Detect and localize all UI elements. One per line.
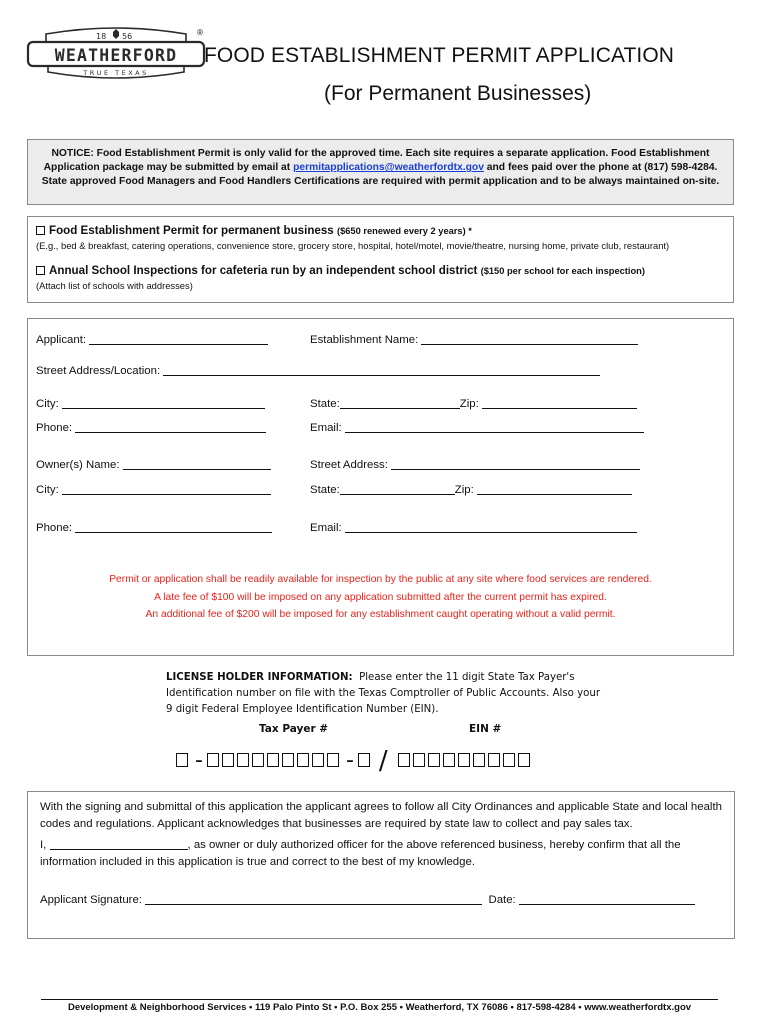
permit-option-permanent bbox=[36, 224, 725, 237]
owner-name-label: Owner(s) Name: bbox=[36, 459, 120, 471]
footer-rule bbox=[41, 999, 718, 1000]
ein-digit-box[interactable] bbox=[518, 753, 530, 767]
license-holder-info bbox=[166, 670, 606, 718]
permit-email-link[interactable]: permitapplications@weatherfordtx.gov bbox=[293, 162, 484, 174]
tax-separator: - bbox=[345, 748, 354, 773]
owner-phone-label: Phone: bbox=[36, 522, 73, 534]
owner-street-input[interactable] bbox=[391, 458, 640, 470]
phone-label: Phone: bbox=[36, 422, 73, 434]
tax-separator: - bbox=[195, 748, 203, 773]
agreement-box bbox=[27, 791, 735, 939]
owner-city-input[interactable] bbox=[62, 483, 271, 495]
state-input[interactable] bbox=[340, 397, 460, 409]
email-field bbox=[310, 421, 644, 435]
street-location-label: Street Address/Location: bbox=[36, 365, 161, 377]
school-inspection-note: (Attach list of schools with addresses) bbox=[36, 280, 193, 291]
logo-year-right: 56 bbox=[122, 32, 133, 41]
signature-row bbox=[40, 892, 734, 909]
tax-digit-box[interactable] bbox=[282, 753, 294, 767]
street-location-input[interactable] bbox=[163, 364, 600, 376]
owner-city-label: City: bbox=[36, 484, 59, 496]
owner-name-field bbox=[36, 458, 271, 472]
signature-input[interactable] bbox=[145, 893, 482, 905]
owner-phone-field bbox=[36, 521, 272, 535]
ein-label: EIN # bbox=[469, 723, 502, 735]
owner-state-input[interactable] bbox=[340, 483, 455, 495]
signature-label: Applicant Signature: bbox=[40, 894, 142, 906]
i-label: I, bbox=[40, 839, 47, 851]
tax-digit-box[interactable] bbox=[237, 753, 249, 767]
owner-street-label: Street Address: bbox=[310, 459, 388, 471]
owner-email-input[interactable] bbox=[345, 521, 637, 533]
email-label: Email: bbox=[310, 422, 342, 434]
city-input[interactable] bbox=[62, 397, 265, 409]
footer-address: Development & Neighborhood Services • 119 Palo Pinto St • P.O. Box 255 • Weatherford, TX 76086 • 817-598-4284 • www.weatherfordtx.gov bbox=[67, 1002, 692, 1013]
zip-input[interactable] bbox=[482, 397, 637, 409]
warning-line: An additional fee of $200 will be imposed for any establishment caught operating without a valid permit. bbox=[145, 609, 616, 620]
permanent-business-fee: ($650 renewed every 2 years) * bbox=[336, 226, 472, 236]
warning-line: Permit or application shall be readily available for inspection by the public at any site where food services are rendered. bbox=[109, 574, 652, 585]
phone-input[interactable] bbox=[75, 421, 266, 433]
permit-option-school bbox=[36, 264, 725, 277]
tax-digit-box[interactable] bbox=[252, 753, 264, 767]
applicant-input[interactable] bbox=[89, 333, 268, 345]
state-label: State: bbox=[310, 398, 340, 410]
city-field bbox=[36, 397, 265, 411]
owner-name-input[interactable] bbox=[123, 458, 271, 470]
street-location-field bbox=[36, 364, 600, 378]
owner-zip-label: Zip: bbox=[454, 484, 474, 496]
tax-payer-label: Tax Payer # bbox=[259, 723, 329, 735]
owner-email-field bbox=[310, 521, 637, 535]
owner-state-zip-field bbox=[310, 483, 632, 497]
owner-email-label: Email: bbox=[310, 522, 342, 534]
owner-city-field bbox=[36, 483, 271, 497]
owner-officer-name-input[interactable] bbox=[50, 838, 188, 850]
date-input[interactable] bbox=[519, 893, 695, 905]
phone-field bbox=[36, 421, 266, 435]
logo-tagline: TRUE TEXAS bbox=[83, 69, 149, 77]
tax-digit-box[interactable] bbox=[207, 753, 219, 767]
registered-mark: ® bbox=[196, 28, 204, 37]
tax-digit-box[interactable] bbox=[267, 753, 279, 767]
ein-digit-box[interactable] bbox=[488, 753, 500, 767]
permanent-business-label: Food Establishment Permit for permanent business bbox=[49, 224, 334, 237]
owner-state-label: State: bbox=[310, 484, 340, 496]
notice-text-start: NOTICE: Food Establishment Permit is only valid for the approved time. Each site requires a separate application. Food Establishment Application package may be submitted by email at bbox=[43, 148, 710, 174]
license-heading: LICENSE HOLDER INFORMATION: bbox=[166, 672, 353, 683]
page-title: FOOD ESTABLISHMENT PERMIT APPLICATION bbox=[204, 44, 675, 67]
ein-digit-box[interactable] bbox=[458, 753, 470, 767]
license-instructions: Please enter the 11 digit State Tax Payer's Identification number on file with the Texas Comptroller of Public Accounts. Also your 9 digit Federal Employee Identification Number (EIN). bbox=[166, 672, 601, 715]
ein-digit-box[interactable] bbox=[428, 753, 440, 767]
logo-name: WEATHERFORD bbox=[54, 46, 178, 65]
school-inspection-fee: ($150 per school for each inspection) bbox=[480, 266, 645, 276]
city-label: City: bbox=[36, 398, 59, 410]
state-zip-field bbox=[310, 397, 637, 411]
tax-digit-box[interactable] bbox=[297, 753, 309, 767]
logo-year-left: 18 bbox=[96, 32, 107, 41]
tax-digit-box[interactable] bbox=[327, 753, 339, 767]
owner-zip-input[interactable] bbox=[477, 483, 632, 495]
applicant-label: Applicant: bbox=[36, 334, 87, 346]
date-label: Date: bbox=[488, 894, 516, 906]
tax-digit-box[interactable] bbox=[358, 753, 370, 767]
email-input[interactable] bbox=[345, 421, 644, 433]
logo-badge bbox=[26, 26, 206, 86]
fee-warnings bbox=[28, 571, 733, 624]
establishment-name-field bbox=[310, 333, 638, 347]
ein-digit-box[interactable] bbox=[473, 753, 485, 767]
notice-text-end: and fees paid over the phone at (817) 598-4284. State approved Food Managers and Food Handlers Certifications are required with permit application and to be always maintained on-site. bbox=[41, 162, 720, 188]
owner-street-field bbox=[310, 458, 640, 472]
texas-star-icon bbox=[113, 29, 119, 39]
establishment-name-label: Establishment Name: bbox=[310, 334, 419, 346]
confirmation-text: , as owner or duly authorized officer for the above referenced business, hereby confirm that all the information included in this application is true and correct to the best of my knowledge. bbox=[40, 839, 681, 868]
permanent-business-checkbox[interactable] bbox=[36, 226, 45, 235]
school-inspection-label: Annual School Inspections for cafeteria run by an independent school district bbox=[49, 264, 478, 277]
school-inspection-checkbox[interactable] bbox=[36, 266, 45, 275]
tax-digit-box[interactable] bbox=[176, 753, 188, 767]
permanent-business-note: (E.g., bed & breakfast, catering operations, convenience store, grocery store, hospital, hotel/motel, movie/theatre, nursing home, private club, restaurant) bbox=[36, 240, 670, 251]
tax-id-entry bbox=[176, 746, 533, 776]
ein-digit-box[interactable] bbox=[443, 753, 455, 767]
tax-digit-box[interactable] bbox=[312, 753, 324, 767]
confirmation-paragraph bbox=[40, 837, 734, 870]
establishment-name-input[interactable] bbox=[421, 333, 638, 345]
ein-digit-box[interactable] bbox=[413, 753, 425, 767]
tax-digit-box[interactable] bbox=[222, 753, 234, 767]
page-subtitle: (For Permanent Businesses) bbox=[324, 82, 592, 105]
zip-label: Zip: bbox=[459, 398, 479, 410]
ein-digit-box[interactable] bbox=[398, 753, 410, 767]
owner-phone-input[interactable] bbox=[75, 521, 272, 533]
ein-digit-box[interactable] bbox=[503, 753, 515, 767]
applicant-form-box bbox=[27, 318, 734, 656]
notice-box bbox=[27, 139, 734, 205]
id-slash: / bbox=[378, 746, 388, 776]
applicant-field bbox=[36, 333, 268, 347]
weatherford-logo bbox=[26, 26, 206, 86]
agreement-paragraph: With the signing and submittal of this application the applicant agrees to follow all City Ordinances and applicable State and local health codes and regulations. Applicant acknowledges that businesses are required by state law to collect and pay sales tax. bbox=[40, 801, 722, 830]
warning-line: A late fee of $100 will be imposed on any application submitted after the current permit has expired. bbox=[154, 591, 607, 603]
permit-type-box bbox=[27, 216, 734, 303]
